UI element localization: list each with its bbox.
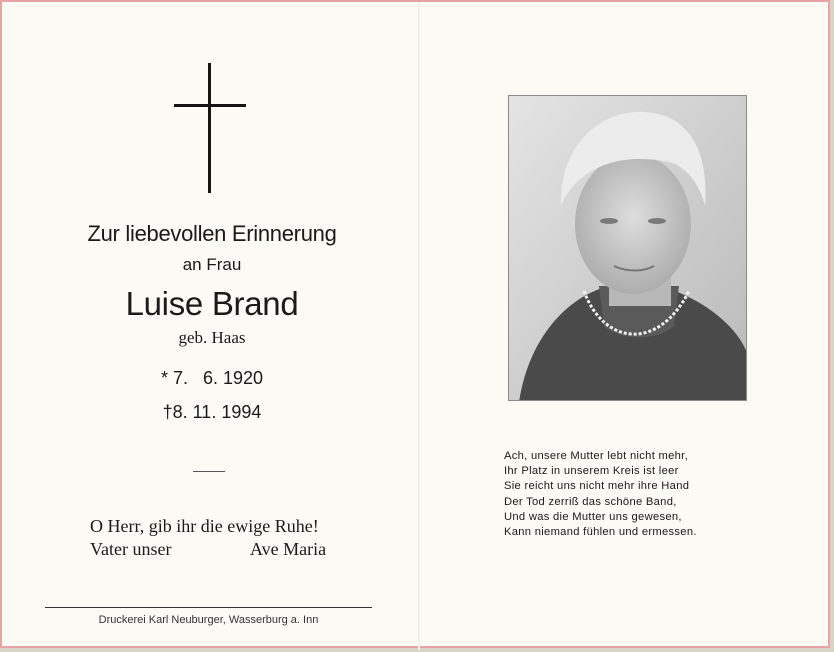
poem-line: Ach, unsere Mutter lebt nicht mehr, <box>504 450 688 462</box>
card-fold <box>418 2 420 650</box>
poem-line: Kann niemand fühlen und ermessen. <box>504 526 697 539</box>
intro-text: Zur liebevollen Erinnerung <box>87 221 337 246</box>
footer-rule <box>45 607 372 608</box>
poem-line: Ihr Platz in unserem Kreis ist leer <box>504 465 679 478</box>
salutation: an Frau <box>182 255 242 274</box>
portrait-icon <box>509 96 747 401</box>
poem <box>504 449 754 540</box>
poem-line: Sie reicht uns nicht mehr ihre Hand <box>504 480 690 493</box>
maiden-name: geb. Haas <box>178 328 246 347</box>
divider-dash <box>193 471 225 472</box>
prayer-ave-maria: Ave Maria <box>250 539 327 559</box>
poem-line: Und was die Mutter uns gewesen, <box>504 510 682 523</box>
portrait-photo <box>508 95 747 401</box>
deceased-name: Luise Brand <box>125 285 299 322</box>
printer-credit: Druckerei Karl Neuburger, Wasserburg a. Inn <box>98 614 319 626</box>
death-date: †8. 11. 1994 <box>162 402 262 422</box>
poem-line: Der Tod zerriß das schöne Band, <box>504 495 677 508</box>
birth-date: * 7. 6. 1920 <box>160 368 264 388</box>
prayer-vater-unser: Vater unser <box>90 539 172 559</box>
prayer-line: O Herr, gib ihr die ewige Ruhe! <box>90 516 319 536</box>
